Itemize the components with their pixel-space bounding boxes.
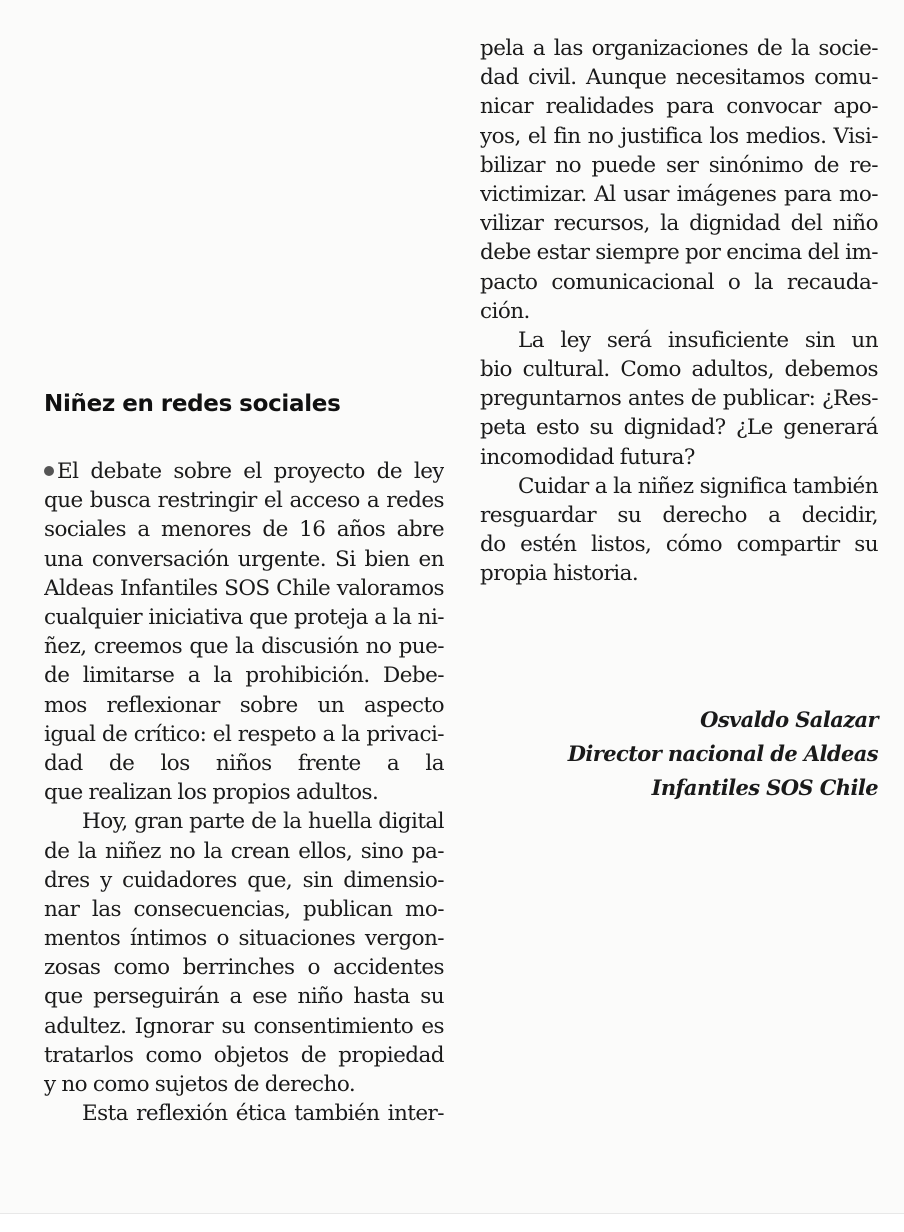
text-line-content: La ley será insuficiente sin un — [518, 327, 878, 353]
bottom-bar — [0, 1213, 904, 1232]
text-line — [480, 180, 878, 209]
text-line-content: preguntarnos antes de publicar: ¿Res- — [480, 386, 878, 412]
text-line-content: mos reflexionar sobre un aspecto — [44, 692, 444, 718]
text-line — [44, 661, 444, 690]
text-line-content: que busca restringir el acceso a redes — [44, 488, 444, 514]
text-line — [44, 720, 444, 749]
text-line — [44, 1099, 444, 1128]
text-line-content: bio cultural. Como adultos, debemos — [480, 357, 878, 383]
text-line-content: do estén listos, cómo compartir su — [480, 532, 878, 558]
text-line-content: cualquier iniciativa que proteja a la ni- — [44, 605, 444, 631]
text-line — [44, 807, 444, 836]
text-line — [480, 326, 878, 355]
text-line-content: una conversación urgente. Si bien en — [44, 546, 444, 572]
text-line — [480, 413, 878, 442]
text-line — [480, 501, 878, 530]
text-line — [44, 486, 444, 515]
text-line — [44, 691, 444, 720]
text-line — [480, 268, 878, 297]
text-line — [480, 559, 878, 588]
text-line-content: tratarlos como objetos de propiedad — [44, 1042, 444, 1068]
text-line — [44, 778, 444, 807]
text-line-content: pacto comunicacional o la recauda- — [480, 269, 878, 295]
text-line — [44, 895, 444, 924]
text-line — [480, 443, 878, 472]
text-line-content: resguardar su derecho a decidir, — [480, 503, 878, 528]
text-line-content: que perseguirán a ese niño hasta su — [44, 984, 444, 1010]
text-line — [480, 122, 878, 151]
text-line — [480, 297, 878, 326]
text-line — [44, 924, 444, 953]
text-line — [480, 34, 878, 63]
text-line-content: zosas como berrinches o accidentes — [44, 955, 444, 981]
text-line-content: ñez, creemos que la discusión no pue- — [44, 634, 444, 660]
text-line-content: victimizar. Al usar imágenes para mo- — [480, 181, 878, 207]
text-line — [480, 63, 878, 92]
text-line — [44, 1041, 444, 1070]
right-column — [480, 34, 878, 589]
author-signature — [480, 703, 878, 805]
text-line-content: bilizar no puede ser sinónimo de re- — [480, 152, 878, 178]
text-line — [44, 457, 444, 486]
text-line — [44, 1012, 444, 1041]
text-line — [480, 209, 878, 238]
text-line-content: Cuidar a la niñez significa también — [518, 473, 878, 499]
text-line-content: que realizan los propios adultos. — [44, 780, 379, 806]
author-name: Osvaldo Salazar — [700, 707, 878, 732]
text-line — [480, 384, 878, 413]
text-line-content: dres y cuidadores que, sin dimensio- — [44, 867, 444, 893]
text-line-content: peta esto su dignidad? ¿Le generará — [480, 415, 878, 441]
text-line-content: igual de crítico: el respeto a la privaci- — [44, 721, 444, 747]
text-line — [480, 355, 878, 384]
text-line-content: yos, el fin no justifica los medios. Visi- — [480, 123, 878, 149]
text-line-content: Hoy, gran parte de la huella digital — [82, 809, 444, 835]
text-line — [44, 982, 444, 1011]
text-line — [44, 632, 444, 661]
text-line-content: debe estar siempre por encima del im- — [480, 240, 878, 266]
text-line — [44, 749, 444, 778]
text-line — [480, 472, 878, 501]
text-line — [44, 837, 444, 866]
text-line — [480, 151, 878, 180]
text-line-content: Esta reflexión ética también inter- — [82, 1101, 444, 1127]
text-line-content: nicar realidades para convocar apo- — [480, 94, 878, 120]
text-line-content: mentos íntimos o situaciones vergon- — [44, 926, 444, 952]
text-line-content: dad civil. Aunque necesitamos comu- — [480, 65, 878, 91]
bullet-icon — [44, 466, 54, 476]
author-title-line-2: Infantiles SOS Chile — [651, 775, 878, 800]
author-title-line-1: Director nacional de Aldeas — [567, 741, 878, 766]
text-line-content: de limitarse a la prohibición. Debe- — [44, 663, 444, 689]
left-column-text — [44, 457, 444, 1128]
text-line — [44, 545, 444, 574]
text-line-content: vilizar recursos, la dignidad del niño — [480, 211, 878, 237]
left-column — [44, 372, 444, 1128]
text-line-content: de la niñez no la crean ellos, sino pa- — [44, 838, 444, 864]
text-line — [44, 603, 444, 632]
text-line-content: y no como sujetos de derecho. — [44, 1072, 356, 1098]
right-column-text — [480, 34, 878, 589]
text-line-content: propia historia. — [480, 561, 639, 587]
text-line — [44, 953, 444, 982]
text-line-content: incomodidad futura? — [480, 444, 695, 470]
text-line — [44, 1070, 444, 1099]
text-line-content: sociales a menores de 16 años abre — [44, 517, 444, 543]
text-line-content: dad de los niños frente a la — [44, 750, 444, 776]
text-line-content: Aldeas Infantiles SOS Chile valoramos — [44, 575, 444, 601]
text-line-content: ción. — [480, 298, 530, 324]
text-line — [44, 515, 444, 544]
text-line-content: nar las consecuencias, publican mo- — [44, 896, 444, 922]
article-headline: Niñez en redes sociales — [44, 391, 341, 418]
text-line — [480, 530, 878, 559]
text-line-content: El debate sobre el proyecto de ley — [57, 459, 444, 485]
text-line — [44, 866, 444, 895]
text-line-content: adultez. Ignorar su consentimiento es — [44, 1013, 444, 1039]
text-line — [480, 238, 878, 267]
text-line-content: pela a las organizaciones de la socie- — [480, 36, 878, 61]
text-line — [480, 92, 878, 121]
text-line — [44, 574, 444, 603]
